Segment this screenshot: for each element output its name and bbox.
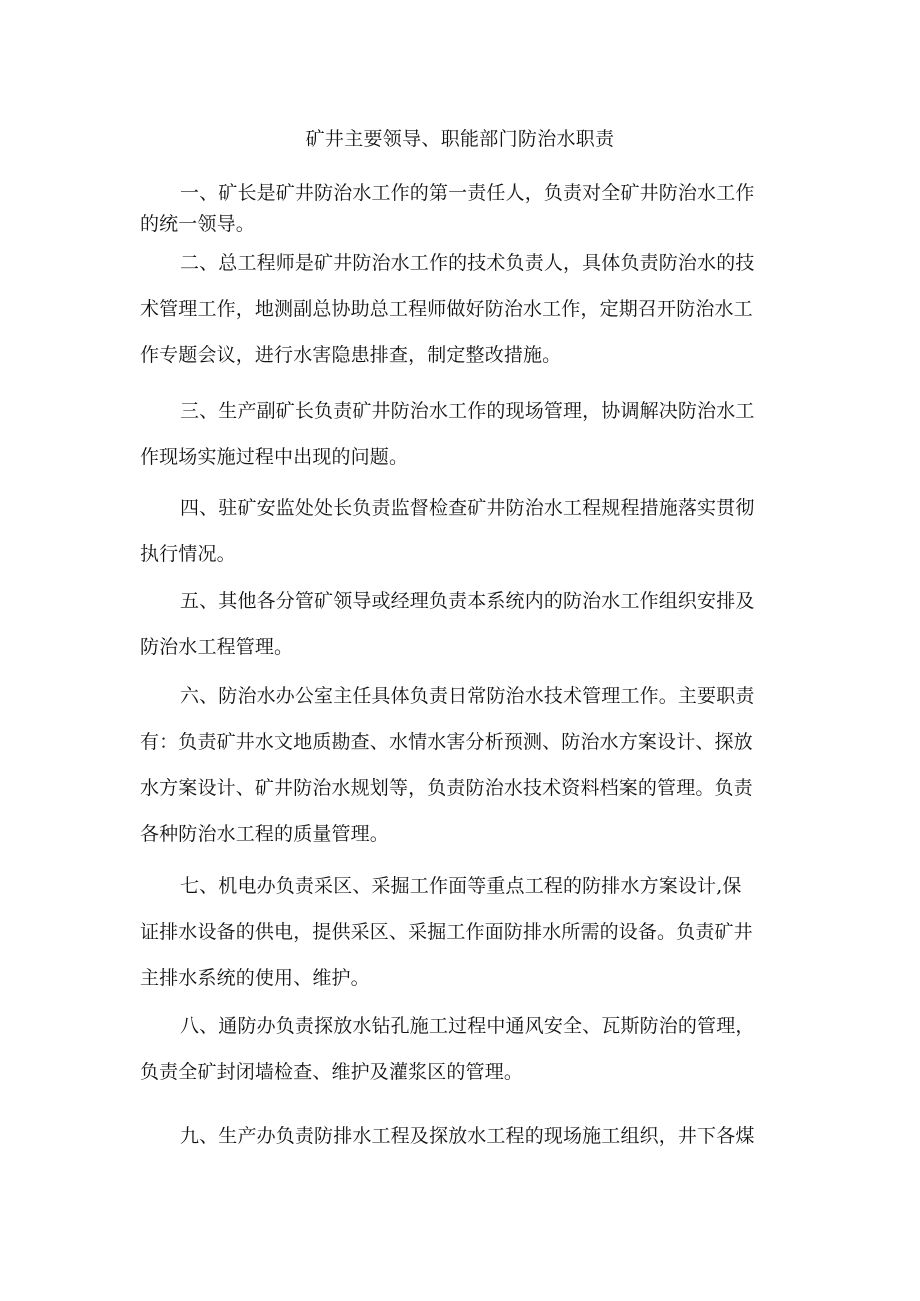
paragraph-line: 水方案设计、矿井防治水规划等，负责防治水技术资料档案的管理。负责 [140, 777, 753, 799]
paragraph-1 [140, 178, 785, 240]
paragraph-line: 四、驻矿安监处处长负责监督检查矿井防治水工程规程措施落实贯彻 [180, 497, 755, 519]
paragraph-4 [140, 485, 785, 577]
paragraph-line: 五、其他各分管矿领导或经理负责本系统内的防治水工作组织安排及 [180, 590, 755, 612]
paragraph-line: 作现场实施过程中出现的问题。 [140, 446, 409, 468]
paragraph-line: 三、生产副矿长负责矿井防治水工作的现场管理，协调解决防治水工 [180, 400, 755, 422]
paragraph-line: 九、生产办负责防排水工程及探放水工程的现场施工组织，井下各煤 [180, 1125, 755, 1147]
paragraph-line: 主排水系统的使用、维护。 [140, 967, 370, 989]
paragraph-line: 一、矿长是矿井防治水工作的第一责任人，负责对全矿井防治水工作 [180, 182, 755, 204]
paragraph-line: 证排水设备的供电，提供采区、采掘工作面防排水所需的设备。负责矿井 [140, 921, 753, 943]
paragraph-5 [140, 578, 785, 670]
paragraph-line: 二、总工程师是矿井防治水工作的技术负责人，具体负责防治水的技 [180, 252, 755, 274]
paragraph-6 [140, 673, 785, 857]
paragraph-line: 执行情况。 [140, 543, 236, 565]
paragraph-line: 术管理工作，地测副总协助总工程师做好防治水工作，定期召开防治水工 [140, 298, 753, 320]
paragraph-line: 六、防治水办公室主任具体负责日常防治水技术管理工作。主要职责 [180, 685, 755, 707]
paragraph-7 [140, 863, 785, 1001]
paragraph-line: 防治水工程管理。 [140, 636, 294, 658]
paragraph-line: 有：负责矿井水文地质勘查、水情水害分析预测、防治水方案设计、探放 [140, 731, 753, 753]
paragraph-line: 七、机电办负责采区、采掘工作面等重点工程的防排水方案设计,保 [180, 875, 742, 897]
paragraph-line: 各种防治水工程的质量管理。 [140, 823, 389, 845]
paragraph-line: 负责全矿封闭墙检查、维护及灌浆区的管理。 [140, 1061, 524, 1083]
document-title: 矿井主要领导、职能部门防治水职责 [305, 128, 615, 150]
paragraph-line: 作专题会议，进行水害隐患排查，制定整改措施。 [140, 344, 562, 366]
paragraph-line: 八、通防办负责探放水钻孔施工过程中通风安全、瓦斯防治的管理， [180, 1015, 755, 1037]
paragraph-8 [140, 1003, 785, 1095]
paragraph-3 [140, 388, 785, 480]
paragraph-9 [140, 1113, 785, 1159]
paragraph-2 [140, 240, 785, 378]
paragraph-line: 的统一领导。 [140, 213, 255, 235]
